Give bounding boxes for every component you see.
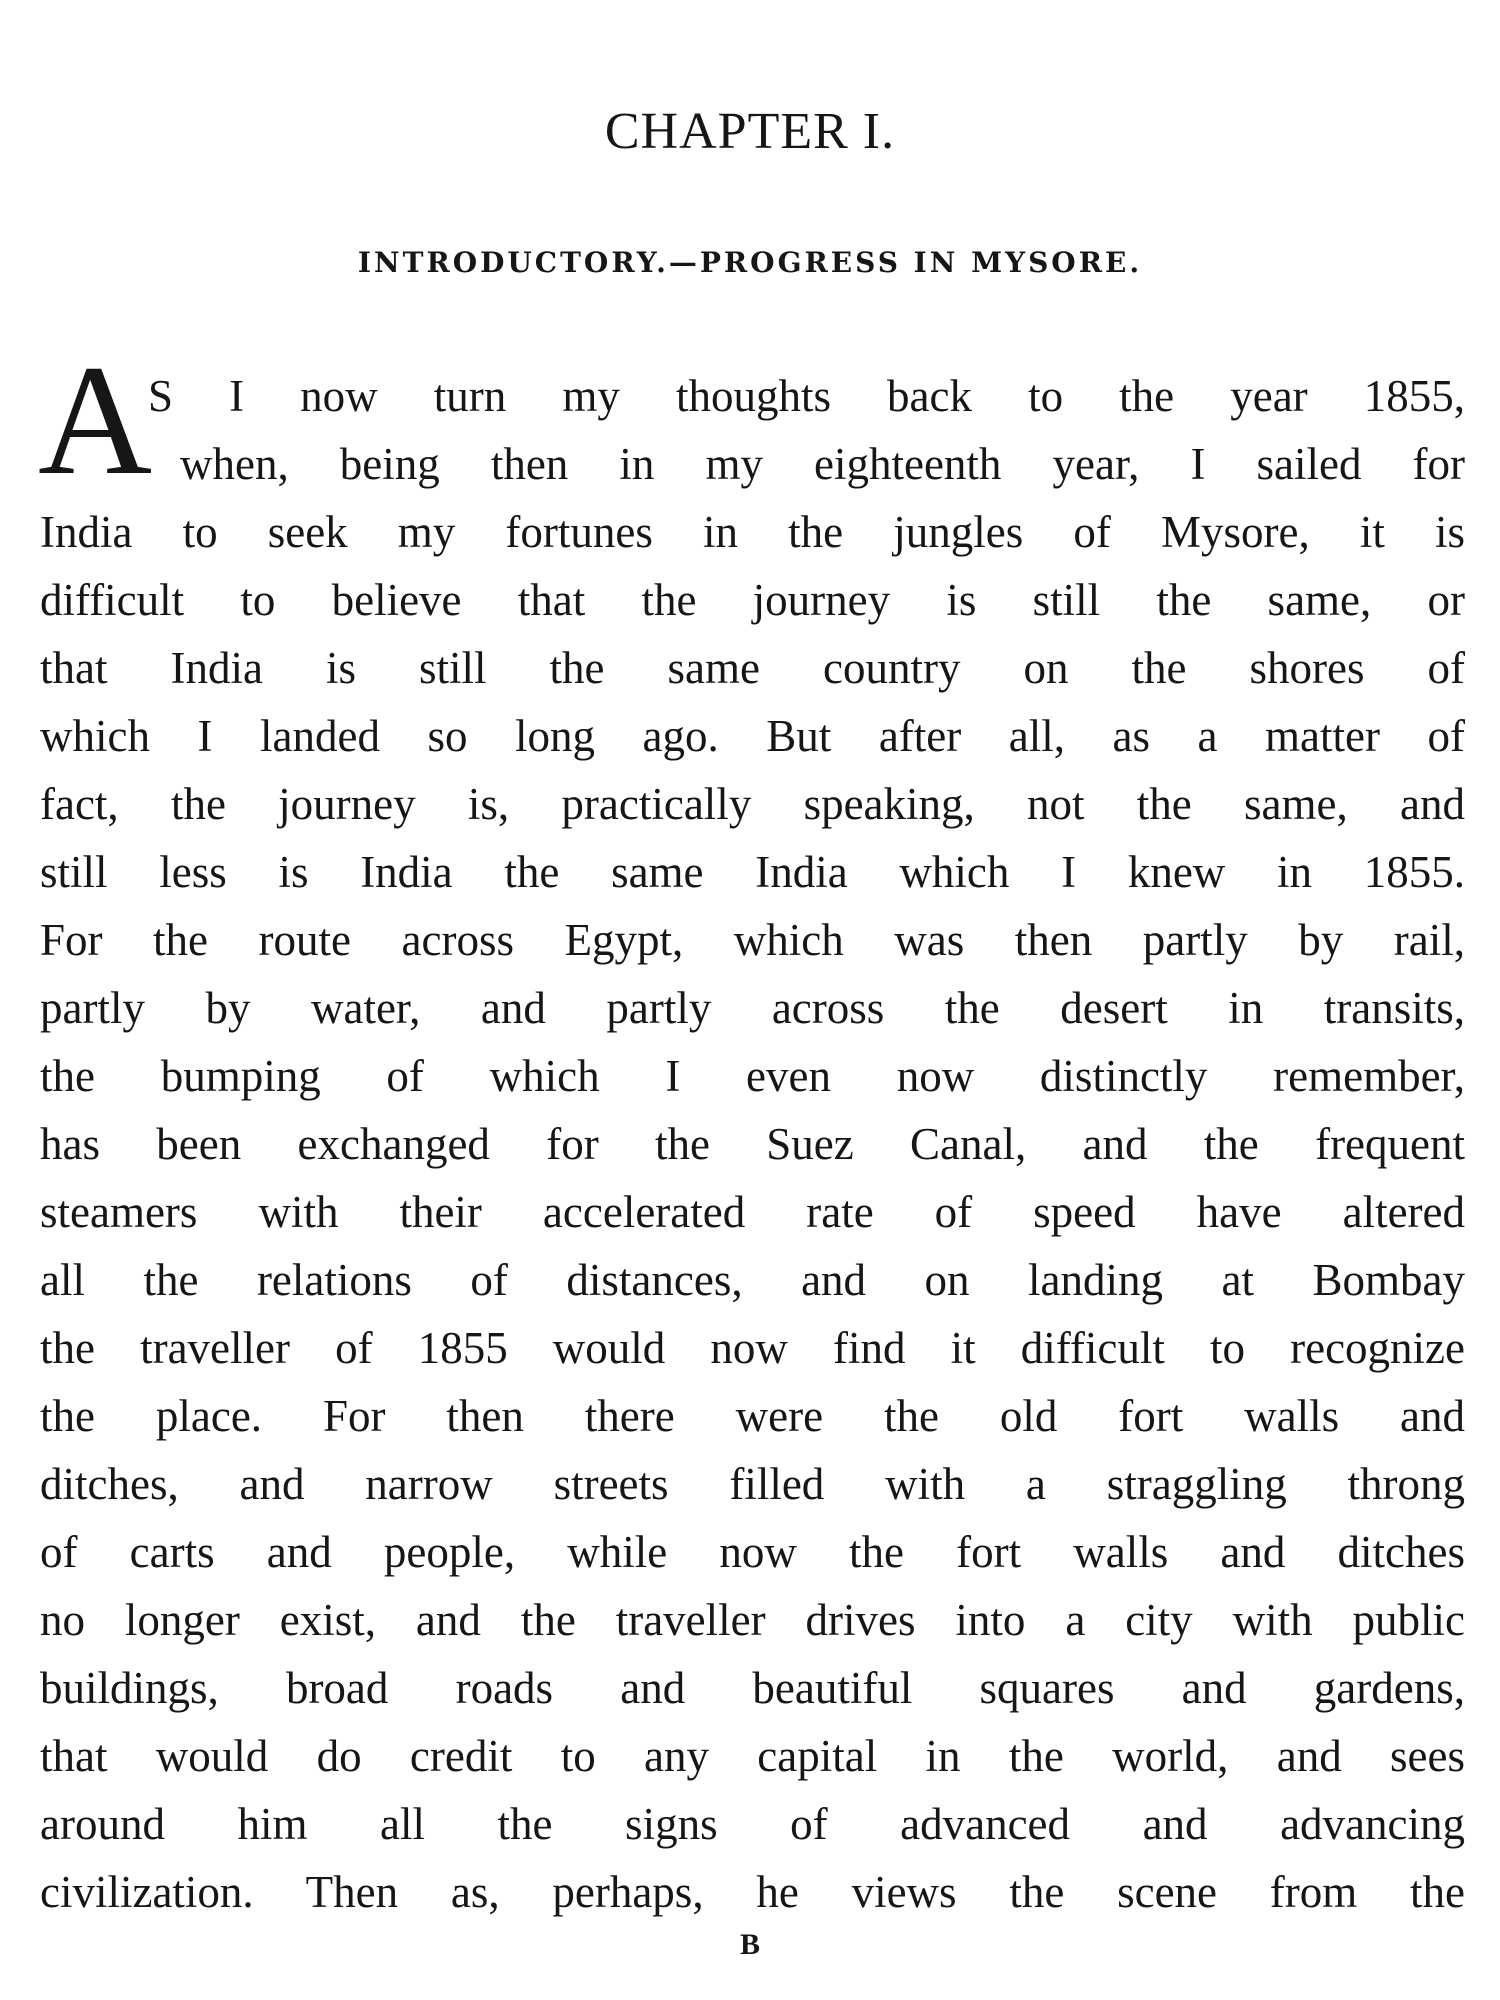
- text-line: that India is still the same country on the shores of: [40, 643, 1465, 693]
- text-line: that would do credit to any capital in the world, and sees: [40, 1731, 1465, 1781]
- text-line: difficult to believe that the journey is still the same, or: [40, 575, 1465, 625]
- text-line: all the relations of distances, and on landing at Bombay: [40, 1255, 1465, 1305]
- text-line: around him all the signs of advanced and advancing: [40, 1799, 1465, 1849]
- text-line: steamers with their accelerated rate of speed have altered: [40, 1187, 1465, 1237]
- text-line: the bumping of which I even now distinctly remember,: [40, 1051, 1465, 1101]
- text-line: which I landed so long ago. But after all, as a matter of: [40, 711, 1465, 761]
- text-line: no longer exist, and the traveller drives into a city with public: [40, 1595, 1465, 1645]
- text-line: ditches, and narrow streets filled with a straggling throng: [40, 1459, 1465, 1509]
- text-line: has been exchanged for the Suez Canal, and the frequent: [40, 1119, 1465, 1169]
- text-line: the place. For then there were the old fort walls and: [40, 1391, 1465, 1441]
- text-line: still less is India the same India which I knew in 1855.: [40, 847, 1465, 897]
- text-line: partly by water, and partly across the desert in transits,: [40, 983, 1465, 1033]
- signature-mark: B: [739, 1928, 760, 1961]
- drop-cap: A: [38, 333, 153, 508]
- text-line: India to seek my fortunes in the jungles of Mysore, it is: [40, 507, 1465, 557]
- chapter-title: CHAPTER I.: [604, 103, 896, 160]
- text-line: the traveller of 1855 would now find it difficult to recognize: [40, 1323, 1465, 1373]
- body-text: [40, 362, 1465, 1926]
- text-line: of carts and people, while now the fort walls and ditches: [40, 1527, 1465, 1577]
- text-line: when, being then in my eighteenth year, I sailed for: [180, 439, 1465, 489]
- text-line: For the route across Egypt, which was then partly by rail,: [40, 915, 1465, 965]
- text-line: buildings, broad roads and beautiful squares and gardens,: [40, 1663, 1465, 1713]
- text-line: fact, the journey is, practically speaking, not the same, and: [40, 779, 1465, 829]
- text-line: S I now turn my thoughts back to the year 1855,: [148, 371, 1465, 421]
- chapter-subtitle: INTRODUCTORY.—PROGRESS IN MYSORE.: [357, 246, 1143, 279]
- text-line: civilization. Then as, perhaps, he views the scene from the: [40, 1867, 1465, 1917]
